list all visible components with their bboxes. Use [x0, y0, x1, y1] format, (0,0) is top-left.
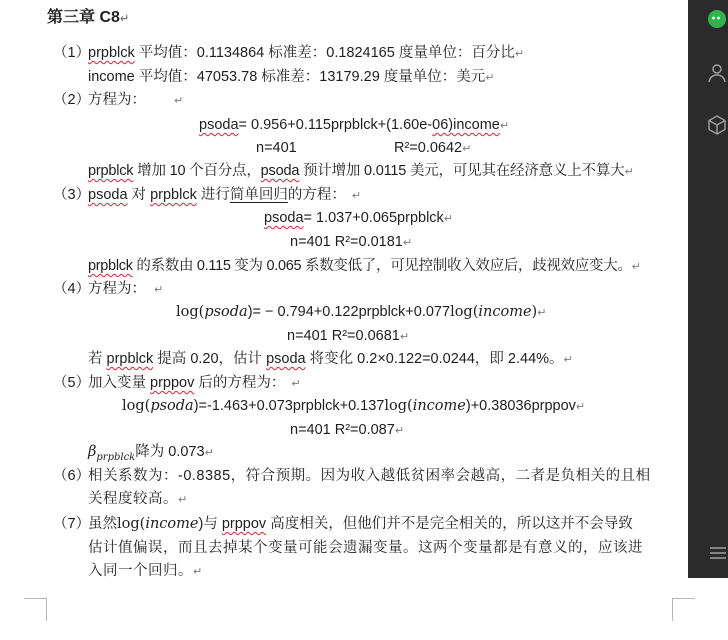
- q3-equation: [264, 208, 453, 229]
- para-mark: ↵: [154, 284, 164, 296]
- var-prpblck: prpblck: [88, 258, 133, 274]
- q3-h-b: 进行: [196, 187, 230, 203]
- close-paren: ): [531, 304, 538, 320]
- q5-stats: [290, 420, 404, 441]
- q4-number: （4）: [53, 281, 91, 297]
- q2-note-b: 预计增加 0.0115 美元，可见其在经济意义上不算大: [299, 163, 625, 179]
- var-income: income: [478, 304, 532, 320]
- q2-equation: [199, 115, 509, 136]
- q1-b-text: 平均值：47053.78 标准差：13179.29 度量单位：美元: [134, 69, 486, 85]
- var-psoda: psoda: [150, 398, 194, 414]
- var-prppov: prppov: [221, 516, 267, 532]
- var-prpblck: prpblck: [106, 351, 154, 367]
- q7-line-1: [88, 514, 633, 534]
- q1-line-b: [88, 67, 495, 88]
- q5-beta-line: [88, 442, 214, 468]
- q4-stats: [287, 326, 409, 347]
- q6-line-1: 相关系数为：-0.8385，符合预期。因为收入越低贫困率会越高，二者是负相关的且相: [88, 468, 651, 484]
- var-psoda: psoda: [264, 210, 304, 226]
- page-corner-mark-right: [672, 598, 695, 621]
- q3-stats-text: n=401 R²=0.0181: [290, 234, 403, 250]
- var-income: income: [412, 398, 466, 414]
- para-mark: ↵: [575, 401, 586, 413]
- q4-head-text: 方程为：: [88, 281, 146, 297]
- para-mark: ↵: [485, 72, 495, 84]
- para-mark: ↵: [204, 447, 214, 459]
- q2-stat-r2: [394, 138, 471, 159]
- para-mark: ↵: [443, 213, 454, 225]
- para-mark: ↵: [291, 378, 301, 390]
- var-prpblck: prpblck: [88, 45, 135, 61]
- q6-line-2: [88, 489, 188, 510]
- log-fn: log(: [450, 304, 479, 320]
- var-income: income: [145, 516, 199, 532]
- var-psoda: psoda: [88, 187, 128, 203]
- para-mark: ↵: [399, 331, 410, 343]
- cube-icon[interactable]: [706, 114, 728, 136]
- q7-l3-text: 入同一个回归。: [88, 563, 193, 579]
- q4-eq-mid: )= − 0.794+0.122prpblck+0.077: [247, 304, 451, 320]
- q1-number: （1）: [53, 45, 91, 61]
- q2-eq-mid: = 0.956+0.115prpblck+(1.60e-: [238, 117, 433, 133]
- para-mark: ↵: [193, 566, 203, 578]
- side-panel: [688, 0, 728, 578]
- page-corner-mark-left: [24, 598, 47, 621]
- q2-r2-text: R²=0.0642: [394, 140, 463, 156]
- var-prpblck: prpblck: [88, 163, 134, 179]
- log-fn: log(: [122, 398, 151, 414]
- q5-number: （5）: [53, 375, 91, 391]
- q4-equation: [176, 302, 546, 323]
- q3-h-c: 的方程：: [287, 187, 346, 203]
- para-mark: ↵: [624, 166, 634, 178]
- var-psoda: psoda: [204, 304, 248, 320]
- q7-number: （7）: [53, 516, 91, 532]
- q5-stats-text: n=401 R²=0.087: [290, 422, 395, 438]
- q5-h-a: 加入变量: [88, 375, 151, 391]
- var-income: income: [88, 69, 135, 85]
- q5-h-b: 后的方程为：: [194, 375, 286, 391]
- q6-number: （6）: [53, 468, 91, 484]
- para-mark: ↵: [462, 143, 472, 155]
- log-fn: log(: [384, 398, 413, 414]
- q4-note-a: 若: [88, 351, 107, 367]
- q3-eq-rest: = 1.037+0.065prpblck: [303, 210, 444, 226]
- simple-regression-link[interactable]: 简单回归: [229, 187, 288, 203]
- para-mark: ↵: [178, 494, 188, 506]
- q4-note-c: 将变化 0.2×0.122=0.0244，即 2.44%。: [305, 351, 564, 367]
- q3-stats: [290, 232, 412, 253]
- q5-eq-mid: )=-1.463+0.073prpblck+0.137: [193, 398, 385, 414]
- chat-icon[interactable]: [706, 8, 728, 30]
- q3-number: （3）: [53, 187, 91, 203]
- title-text: 第三章 C8: [47, 9, 120, 26]
- q5-eq-end: )+0.38036prppov: [465, 398, 576, 414]
- q2-note-a: 增加 10 个百分点，: [133, 163, 261, 179]
- q6-l2-text: 关程度较高。: [88, 491, 178, 507]
- q2-eq-tail: 06)income: [432, 117, 500, 133]
- q1-a-text: 平均值：0.1134864 标准差：0.1824165 度量单位：百分比: [134, 45, 515, 61]
- var-psoda: psoda: [260, 163, 300, 179]
- q5-beta-text: 降为 0.073: [135, 444, 205, 460]
- chapter-title: [47, 8, 129, 29]
- para-mark: ↵: [402, 237, 413, 249]
- para-mark: ↵: [351, 190, 362, 202]
- q4-heading: [88, 279, 163, 300]
- q2-note: [88, 161, 633, 182]
- q7-l1-a: 虽然: [88, 516, 117, 532]
- var-psoda: psoda: [266, 351, 306, 367]
- q3-note-rest: 的系数由 0.115 变为 0.065 系数变低了，可见控制收入效应后，歧视效应变大。: [132, 258, 632, 274]
- beta-symbol: β: [88, 444, 97, 460]
- q2-heading: [88, 90, 183, 111]
- q5-heading: [88, 373, 301, 394]
- q3-heading: [88, 185, 361, 206]
- q2-stat-n: n=401: [256, 140, 297, 156]
- para-mark: ↵: [563, 354, 573, 366]
- para-mark: ↵: [119, 13, 130, 25]
- q2-head-text: 方程为：: [88, 92, 146, 108]
- user-icon[interactable]: [706, 62, 728, 84]
- q7-line-3: [88, 561, 203, 582]
- para-mark: ↵: [394, 425, 405, 437]
- para-mark: ↵: [174, 95, 184, 107]
- q7-l1-b: )与: [198, 516, 222, 532]
- q3-h-a: 对: [127, 187, 151, 203]
- q1-line-a: [88, 43, 524, 64]
- q3-note: [88, 256, 641, 277]
- q4-stats-text: n=401 R²=0.0681: [287, 328, 400, 344]
- para-mark: ↵: [537, 307, 547, 319]
- q5-equation: [122, 396, 585, 417]
- beta-subscript: prpblck: [96, 451, 136, 463]
- q7-l1-c: 高度相关，但他们并不是完全相关的，所以这并不会导致: [266, 516, 633, 532]
- q4-note: [88, 349, 573, 370]
- q4-note-b: 提高 0.20，估计: [153, 351, 267, 367]
- var-prppov: prppov: [150, 375, 195, 391]
- para-mark: ↵: [631, 261, 641, 273]
- var-prpblck: prpblck: [150, 187, 197, 203]
- para-mark: ↵: [514, 48, 525, 60]
- para-mark: ↵: [499, 120, 510, 132]
- q2-number: （2）: [53, 92, 91, 108]
- q7-line-2: 估计值偏误，而且去掉某个变量可能会遗漏变量。这两个变量都是有意义的，应该进: [88, 540, 643, 556]
- var-psoda: psoda: [199, 117, 239, 133]
- log-fn: log(: [176, 304, 205, 320]
- menu-icon[interactable]: [706, 542, 728, 564]
- log-fn: log(: [117, 516, 146, 532]
